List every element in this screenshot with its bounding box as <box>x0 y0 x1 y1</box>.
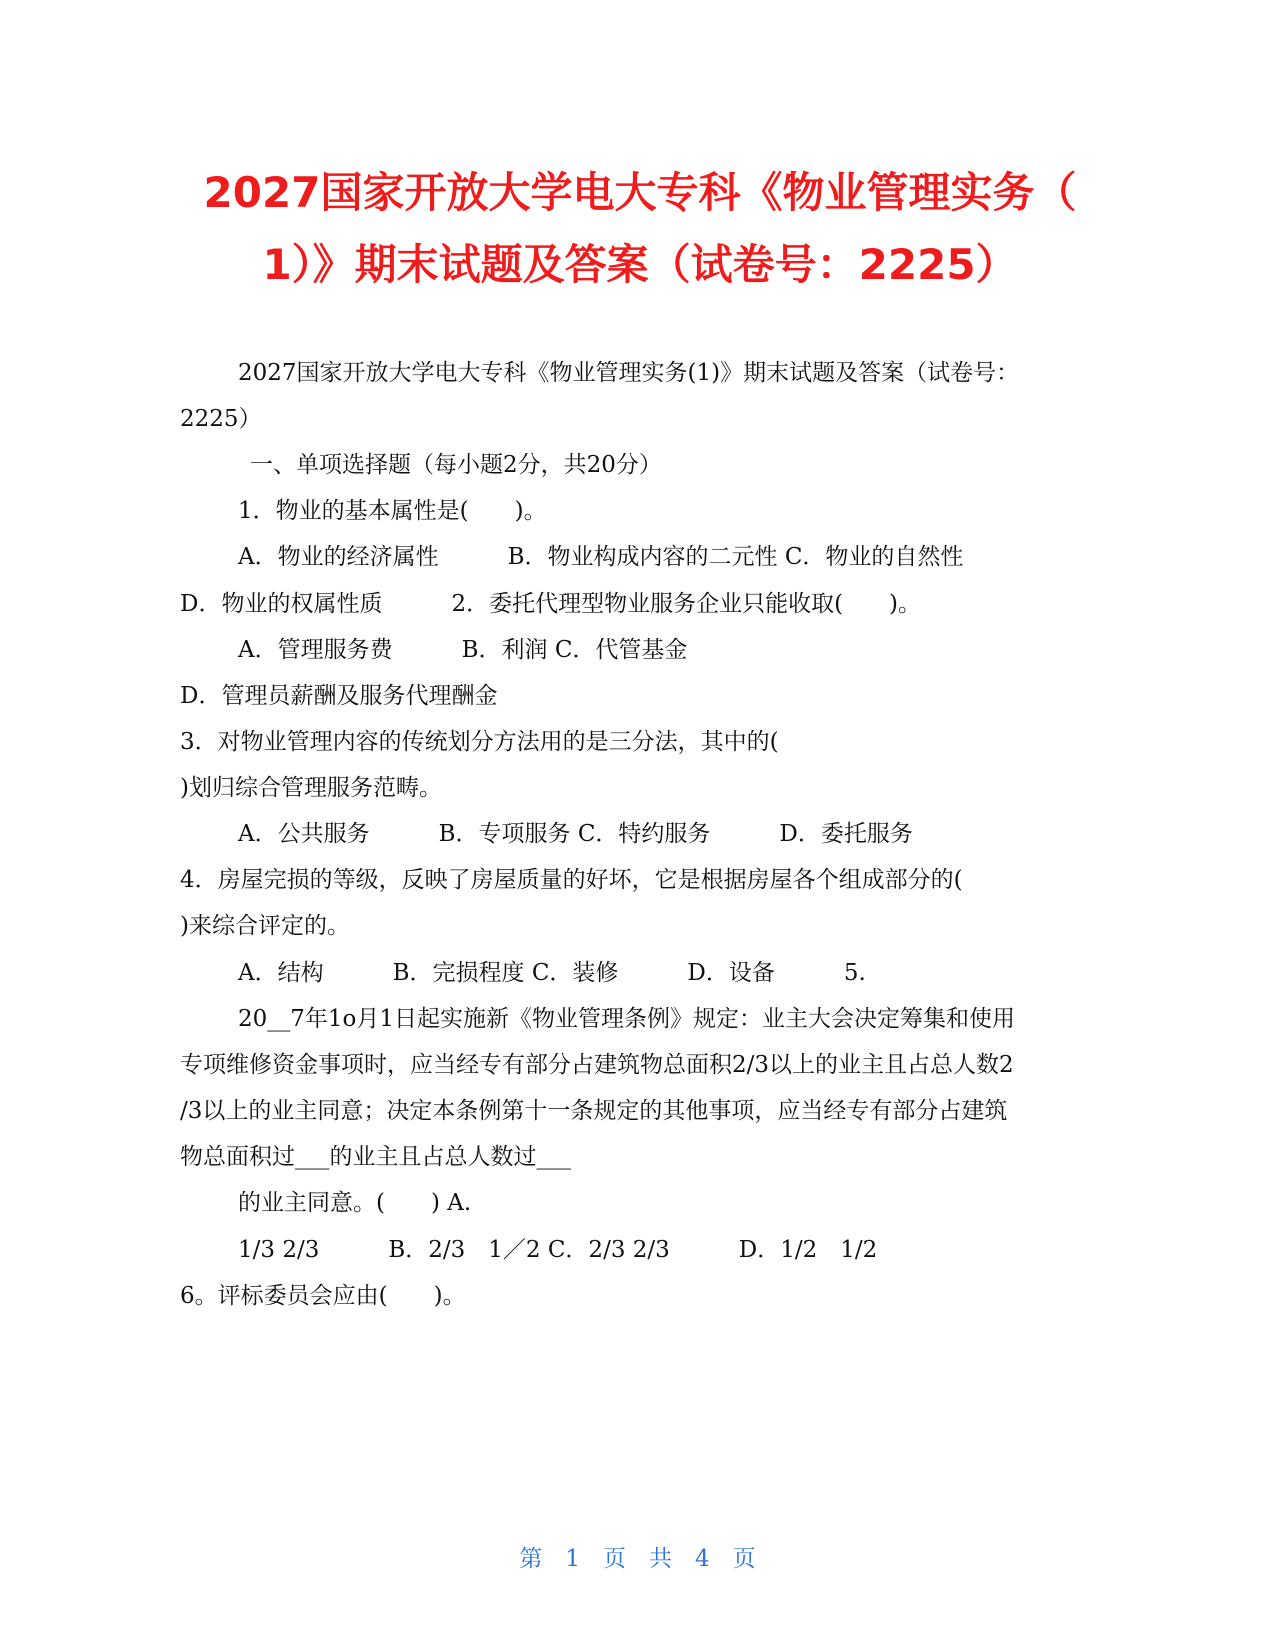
document-title-line-1: 2027国家开放大学电大专科《物业管理实务（ <box>203 168 1077 217</box>
question-1-options: A．物业的经济属性 B．物业构成内容的二元性 C．物业的自然性 <box>238 544 964 570</box>
question-4-options: A．结构 B．完损程度 C．装修 D．设备 5. <box>238 960 866 986</box>
question-2-option-d: D．管理员薪酬及服务代理酬金 <box>180 683 498 709</box>
question-3: 3．对物业管理内容的传统划分方法用的是三分法，其中的( <box>180 729 779 755</box>
question-4: 4．房屋完损的等级，反映了房屋质量的好坏，它是根据房屋各个组成部分的( <box>180 867 963 893</box>
question-6: 6。评标委员会应由( )。 <box>180 1283 466 1309</box>
question-5-line-4: 物总面积过___的业主且占总人数过___ <box>180 1144 571 1170</box>
question-5-line-3: /3以上的业主同意；决定本条例第十一条规定的其他事项，应当经专有部分占建筑 <box>180 1098 1008 1124</box>
question-2-options: A．管理服务费 B．利润 C．代管基金 <box>238 637 688 663</box>
question-3-continued: )划归综合管理服务范畴。 <box>180 775 442 801</box>
question-1: 1．物业的基本属性是( )。 <box>238 498 547 524</box>
question-4-continued: )来综合评定的。 <box>180 913 350 939</box>
question-5-options: 1/3 2/3 B．2/3 1／2 C．2/3 2/3 D．1/2 1/2 <box>238 1237 878 1263</box>
intro-line-2: 2225） <box>180 406 262 432</box>
intro-line-1: 2027国家开放大学电大专科《物业管理实务(1)》期末试题及答案（试卷号： <box>238 360 1020 386</box>
section-heading: 一、单项选择题（每小题2分，共20分） <box>250 452 662 478</box>
page-number-footer: 第 1 页 共 4 页 <box>519 1546 756 1572</box>
question-5-line-1: 20__7年1o月1日起实施新《物业管理条例》规定：业主大会决定筹集和使用 <box>238 1006 1016 1032</box>
document-title-line-2: 1）》期末试题及答案（试卷号：2225） <box>262 240 1018 289</box>
question-5-line-2: 专项维修资金事项时，应当经专有部分占建筑物总面积2/3以上的业主且占总人数2 <box>180 1052 1014 1078</box>
question-3-options: A．公共服务 B．专项服务 C．特约服务 D．委托服务 <box>238 821 913 847</box>
question-2: D．物业的权属性质 2．委托代理型物业服务企业只能收取( )。 <box>180 591 922 617</box>
question-5-line-5: 的业主同意。( ) A. <box>238 1190 472 1216</box>
